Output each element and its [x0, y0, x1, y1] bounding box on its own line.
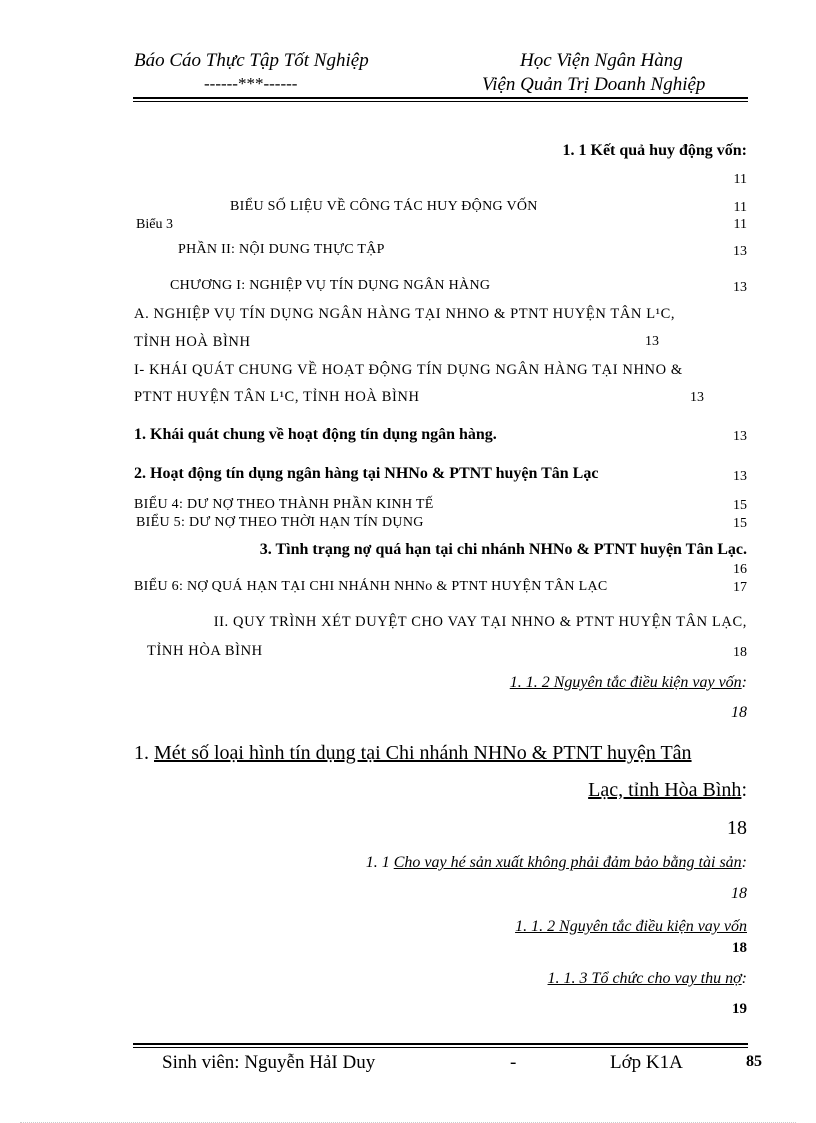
footer-student: Sinh viên: Nguyễn HảI Duy: [162, 1052, 376, 1073]
header-right-sub: Viện Quản Trị Doanh Nghiệp: [482, 74, 706, 95]
toc-entry-16-link-cont[interactable]: Lạc, tỉnh Hòa Bình: [588, 779, 742, 801]
page-number: 85: [746, 1053, 762, 1070]
toc-entry-17-colon: :: [741, 854, 747, 871]
toc-entry-18-link[interactable]: 1. 1. 2 Nguyên tắc điều kiện vay vốn: [515, 918, 747, 935]
toc-entry-7-line2: PTNT HUYỆN TÂN L¹C, TỈNH HOÀ BÌNH: [134, 389, 420, 405]
header-rule-thin: [133, 101, 748, 102]
toc-entry-16-prefix: 1.: [134, 742, 154, 764]
toc-page-17: 18: [731, 885, 747, 902]
toc-entry-13: BIỂU 6: NỢ QUÁ HẠN TẠI CHI NHÁNH NHNo & PTNT HUYỆN TÂN LẠC: [134, 579, 608, 594]
footer-rule: [133, 1043, 748, 1045]
toc-entry-6-line2: TỈNH HOÀ BÌNH: [134, 334, 251, 350]
toc-page-3: 11: [733, 217, 747, 232]
toc-entry-14-line2: TỈNH HÒA BÌNH: [147, 643, 263, 659]
toc-entry-9: 2. Hoạt động tín dụng ngân hàng tại NHNo & PTNT huyện Tân Lạc: [134, 465, 599, 482]
toc-entry-4: PHẦN II: NỘI DUNG THỰC TẬP: [178, 242, 385, 257]
toc-page-19: 19: [732, 1001, 747, 1017]
toc-entry-1: 1. 1 Kết quả huy động vốn:: [562, 142, 747, 159]
toc-entry-15-link[interactable]: 1. 1. 2 Nguyên tắc điều kiện vay vốn: [509, 674, 742, 691]
toc-entry-16-colon: :: [741, 779, 747, 801]
toc-page-14: 18: [733, 645, 747, 660]
toc-entry-8: 1. Khái quát chung về hoạt động tín dụng ngân hàng.: [134, 426, 497, 443]
toc-page-10: 15: [733, 498, 747, 513]
toc-page-15: 18: [731, 704, 747, 721]
toc-entry-19-colon: :: [741, 970, 747, 987]
toc-page-4: 13: [733, 244, 747, 259]
toc-page-7: 13: [690, 390, 704, 405]
toc-entry-16-link[interactable]: Mét số loại hình tín dụng tại Chi nhánh NHNo & PTNT huyện Tân: [154, 742, 692, 764]
toc-entry-3: Biểu 3: [136, 217, 173, 232]
header-left-sub: ------***------: [204, 74, 298, 93]
toc-page-6: 13: [645, 334, 659, 349]
toc-entry-16-line2: [588, 779, 747, 802]
toc-page-11: 15: [733, 516, 747, 531]
toc-page-16: 18: [727, 817, 747, 839]
toc-page-2: 11: [733, 200, 747, 215]
toc-entry-18: [515, 918, 747, 936]
toc-entry-6-line1: A. NGHIỆP VỤ TÍN DỤNG NGÂN HÀNG TẠI NHNO & PTNT HUYỆN TÂN L¹C,: [134, 306, 676, 322]
toc-entry-19-link[interactable]: 1. 1. 3 Tổ chức cho vay thu nợ: [547, 970, 742, 987]
header-rule: [133, 97, 748, 99]
toc-entry-2: BIỂU SỐ LIỆU VỀ CÔNG TÁC HUY ĐỘNG VỐN: [230, 199, 538, 214]
footer-rule-thin: [133, 1047, 748, 1048]
toc-entry-10: BIỂU 4: DƯ NỢ THEO THÀNH PHẦN KINH TẾ: [134, 497, 434, 512]
toc-entry-14-line1: II. QUY TRÌNH XÉT DUYỆT CHO VAY TẠI NHNO & PTNT HUYỆN TÂN LẠC,: [213, 614, 747, 630]
toc-entry-11: BIỂU 5: DƯ NỢ THEO THỜI HẠN TÍN DỤNG: [136, 515, 424, 530]
toc-page-8: 13: [733, 429, 747, 444]
toc-entry-15-colon: :: [741, 674, 747, 691]
toc-entry-17: [366, 854, 747, 872]
toc-entry-15: [510, 674, 747, 692]
header-left-title: Báo Cáo Thực Tập Tốt Nghiệp: [134, 50, 369, 71]
footer-class: Lớp K1A: [610, 1052, 683, 1073]
toc-page-5: 13: [733, 280, 747, 295]
toc-entry-16-line1: [134, 742, 692, 765]
toc-page-1: 11: [733, 172, 747, 187]
toc-entry-5: CHƯƠNG I: NGHIỆP VỤ TÍN DỤNG NGÂN HÀNG: [170, 278, 491, 293]
toc-entry-12: 3. Tình trạng nợ quá hạn tại chi nhánh NHNo & PTNT huyện Tân Lạc.: [259, 541, 747, 558]
toc-page-18: 18: [732, 940, 747, 956]
header-right-title: Học Viện Ngân Hàng: [520, 50, 683, 71]
toc-page-13: 17: [733, 580, 747, 595]
toc-entry-19: [548, 970, 747, 988]
toc-page-12: 16: [733, 562, 747, 577]
toc-entry-17-prefix: 1. 1: [365, 854, 394, 871]
toc-entry-7-line1: I- KHÁI QUÁT CHUNG VỀ HOẠT ĐỘNG TÍN DỤNG NGÂN HÀNG TẠI NHNO &: [134, 362, 683, 378]
toc-entry-17-link[interactable]: Cho vay hé sản xuất không phải đảm bảo bằng tài sản: [393, 854, 742, 871]
toc-page-9: 13: [733, 469, 747, 484]
footer-dash: -: [510, 1052, 517, 1073]
